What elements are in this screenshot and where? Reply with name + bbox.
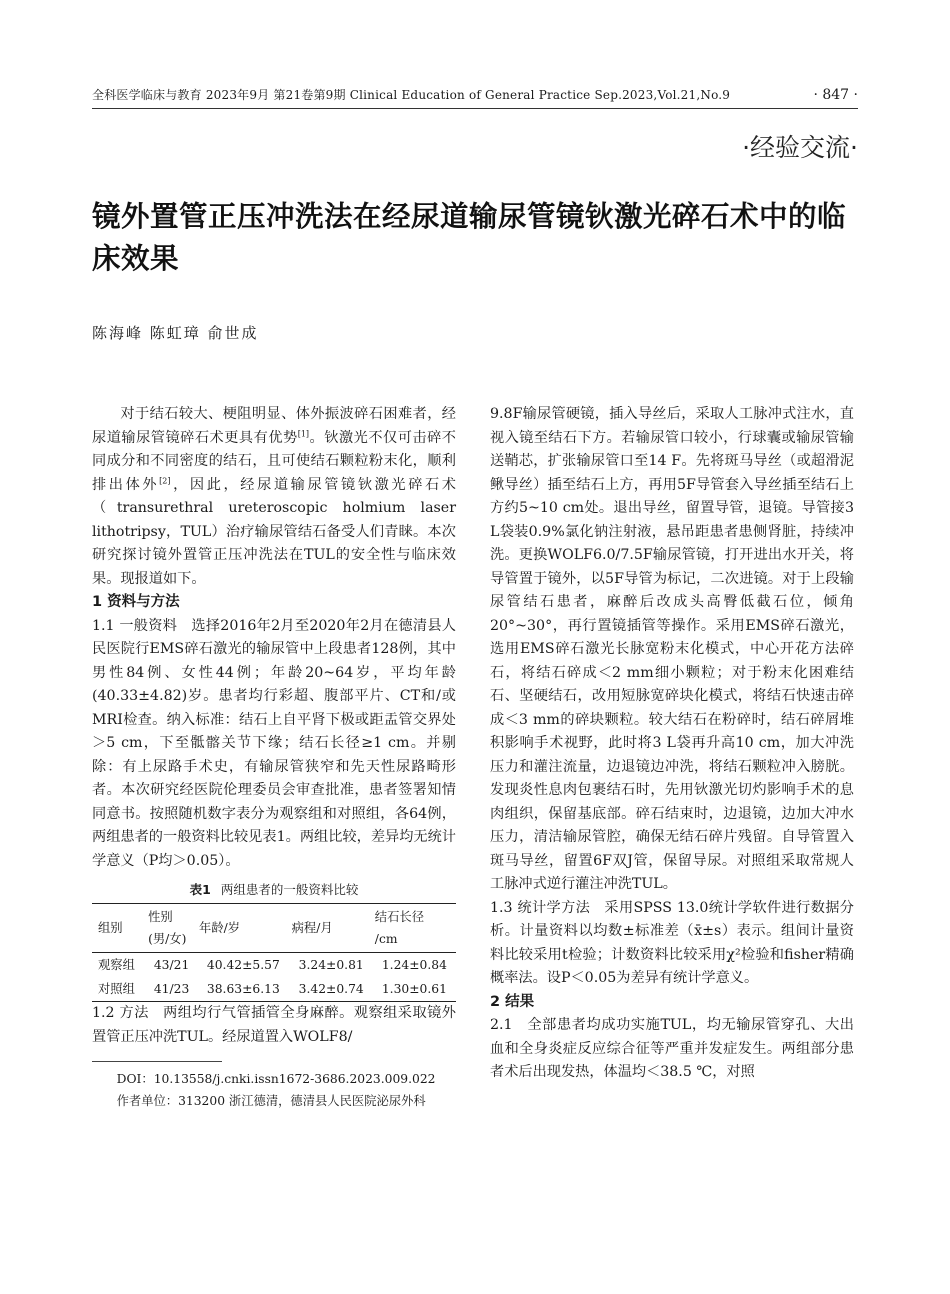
header-divider	[92, 108, 858, 109]
right-column	[490, 403, 854, 1085]
citation-1[interactable]: [1]	[297, 428, 310, 438]
article-title: 镜外置管正压冲洗法在经尿道输尿管镜钬激光碎石术中的临床效果	[92, 200, 847, 275]
table-cell: 38.63±6.13	[197, 977, 290, 1002]
table-cell: 对照组	[92, 977, 146, 1002]
author-affiliation: 作者单位：313200 浙江德清，德清县人民医院泌尿外科	[116, 1094, 426, 1108]
subsection-1-3: 1.3 统计学方法 采用SPSS 13.0统计学软件进行数据分析。计量资料以均数±标准差（x̄±s）表示。组间计量资料比较采用t检验；计数资料比较采用χ²检验和fisher精确概率法。设P＜0.05为差异有统计学意义。	[490, 899, 854, 986]
table-cell: 1.24±0.84	[381, 958, 447, 972]
page-number: · 847 ·	[813, 87, 858, 103]
doi-link[interactable]: DOI：10.13558/j.cnki.issn1672-3686.2023.009.022	[116, 1072, 436, 1086]
subsection-1-1: 1.1 一般资料 选择2016年2月至2020年2月在德清县人民医院行EMS碎石激光的输尿管中上段患者128例，其中男性84例、女性44例；年龄20~64岁，平均年龄(40.33±4.82)岁。患者均行彩超、腹部平片、CT和/或MRI检查。纳入标准：结石上自平肾下极或距盂管交界处＞5 cm，下至骶髂关节下缘；结石长径≥1 cm。并剔除：有上尿路手术史，有输尿管狭窄和先天性尿路畸形者。本次研究经医院伦理委员会审查批准，患者签署知情同意书。按照随机数字表分为观察组和对照组，各64例，两组患者的一般资料比较见表1。两组比较，差异均无统计学意义（P均＞0.05）。	[92, 617, 456, 869]
subsection-1-2: 1.2 方法 两组均行气管插管全身麻醉。观察组采取镜外置管正压冲洗TUL。经尿道置入WOLF8/	[92, 1005, 456, 1045]
methods-continued: 9.8F输尿管硬镜，插入导丝后，采取人工脉冲式注水，直视入镜至结石下方。若输尿管口较小，行球囊或输尿管输送鞘芯，扩张输尿管口至14 F。先将斑马导丝（或超滑泥鳅导丝）插至结石上方，再用5F导管套入导丝插至结石上方约5~10 cm处。退出导丝，留置导管，退镜。导管接3 L袋装0.9%氯化钠注射液，悬吊距患者患侧肾脏，持续冲洗。更换WOLF6.0/7.5F输尿管镜，打开进出水开关，将导管置于镜外，以5F导管为标记，二次进镜。对于上段输尿管结石患者，麻醉后改成头高臀低截石位，倾角20°~30°，再行置镜插管等操作。采用EMS碎石激光，选用EMS碎石激光长脉宽粉末化模式，中心开花方法碎石，将结石碎成＜2 mm细小颗粒；对于粉末化困难结石、坚硬结石，改用短脉宽碎块化模式，将结石快速击碎成＜3 mm的碎块颗粒。较大结石在粉碎时，结石碎屑堆积影响手术视野，此时将3 L袋再升高10 cm，加大冲洗压力和灌注流量，边退镜边冲洗，将结石颗粒冲入膀胱。发现炎性息肉包裹结石时，先用钬激光切灼影响手术的息肉组织，保留基底部。碎石结束时，边退镜，边加大冲水压力，清洁输尿管腔，确保无结石碎片残留。自导管置入斑马导丝，留置6F双J管，保留导尿。对照组采取常规人工脉冲式逆行灌注冲洗TUL。	[490, 406, 854, 892]
subsection-label: 1.1 一般资料	[92, 617, 178, 634]
footnote-divider	[92, 1061, 222, 1062]
left-column	[92, 403, 456, 1112]
table-header-cell: 组别	[92, 904, 146, 953]
table-cell: 43/21	[153, 958, 190, 972]
table-cell: 40.42±5.57	[206, 958, 280, 972]
intro-paragraph: 对于结石较大、梗阻明显、体外振波碎石困难者，经尿道输尿管镜碎石术更具有优势[1]。钬激光不仅可击碎不同成分和不同密度的结石，且可使结石颗粒粉末化，顺利排出体外[2]，因此，经尿道输尿管镜钬激光碎石术（transurethral ureteroscopic holmium laser lithotripsy，TUL）治疗输尿管结石备受人们青睐。本次研究探讨镜外置管正压冲洗法在TUL的安全性与临床效果。现报道如下。	[92, 406, 456, 587]
subsection-label: 1.2 方法	[92, 1005, 149, 1021]
table-cell: 3.24±0.81	[298, 958, 364, 972]
subsection-label: 1.3 统计学方法	[490, 899, 591, 916]
baseline-table	[92, 903, 456, 1002]
table-cell: 3.42±0.74	[290, 977, 373, 1002]
table-header-cell: 病程/月	[290, 904, 373, 953]
footnote	[92, 1068, 456, 1112]
section-tag: ·经验交流·	[742, 133, 858, 162]
journal-running-title: 全科医学临床与教育 2023年9月 第21卷第9期 Clinical Education of General Practice Sep.2023,Vol.21,No.9	[92, 88, 731, 102]
subsection-label: 2.1	[490, 1017, 513, 1033]
table-row	[92, 953, 456, 978]
table-cell: 观察组	[98, 958, 135, 972]
table-header-cell: 结石长径 /cm	[373, 904, 456, 953]
table-row	[92, 977, 456, 1002]
article-authors: 陈海峰 陈虹璋 俞世成	[92, 324, 259, 342]
table-caption: 表1 两组患者的一般资料比较	[189, 882, 359, 897]
table-cell: 1.30±0.61	[373, 977, 456, 1002]
citation-2[interactable]: [2]	[159, 475, 171, 485]
subsection-2-1: 2.1 全部患者均成功实施TUL，均无输尿管穿孔、大出血和全身炎症反应综合征等严重并发症发生。两组部分患者术后出现发热，体温均＜38.5 ℃，对照	[490, 1017, 854, 1080]
section-heading-results: 2 结果	[490, 993, 535, 1010]
table-header-cell: 性别 (男/女)	[146, 904, 197, 953]
table-header-cell: 年龄/岁	[197, 904, 290, 953]
table-cell: 41/23	[146, 977, 197, 1002]
section-heading-methods: 1 资料与方法	[92, 594, 180, 610]
